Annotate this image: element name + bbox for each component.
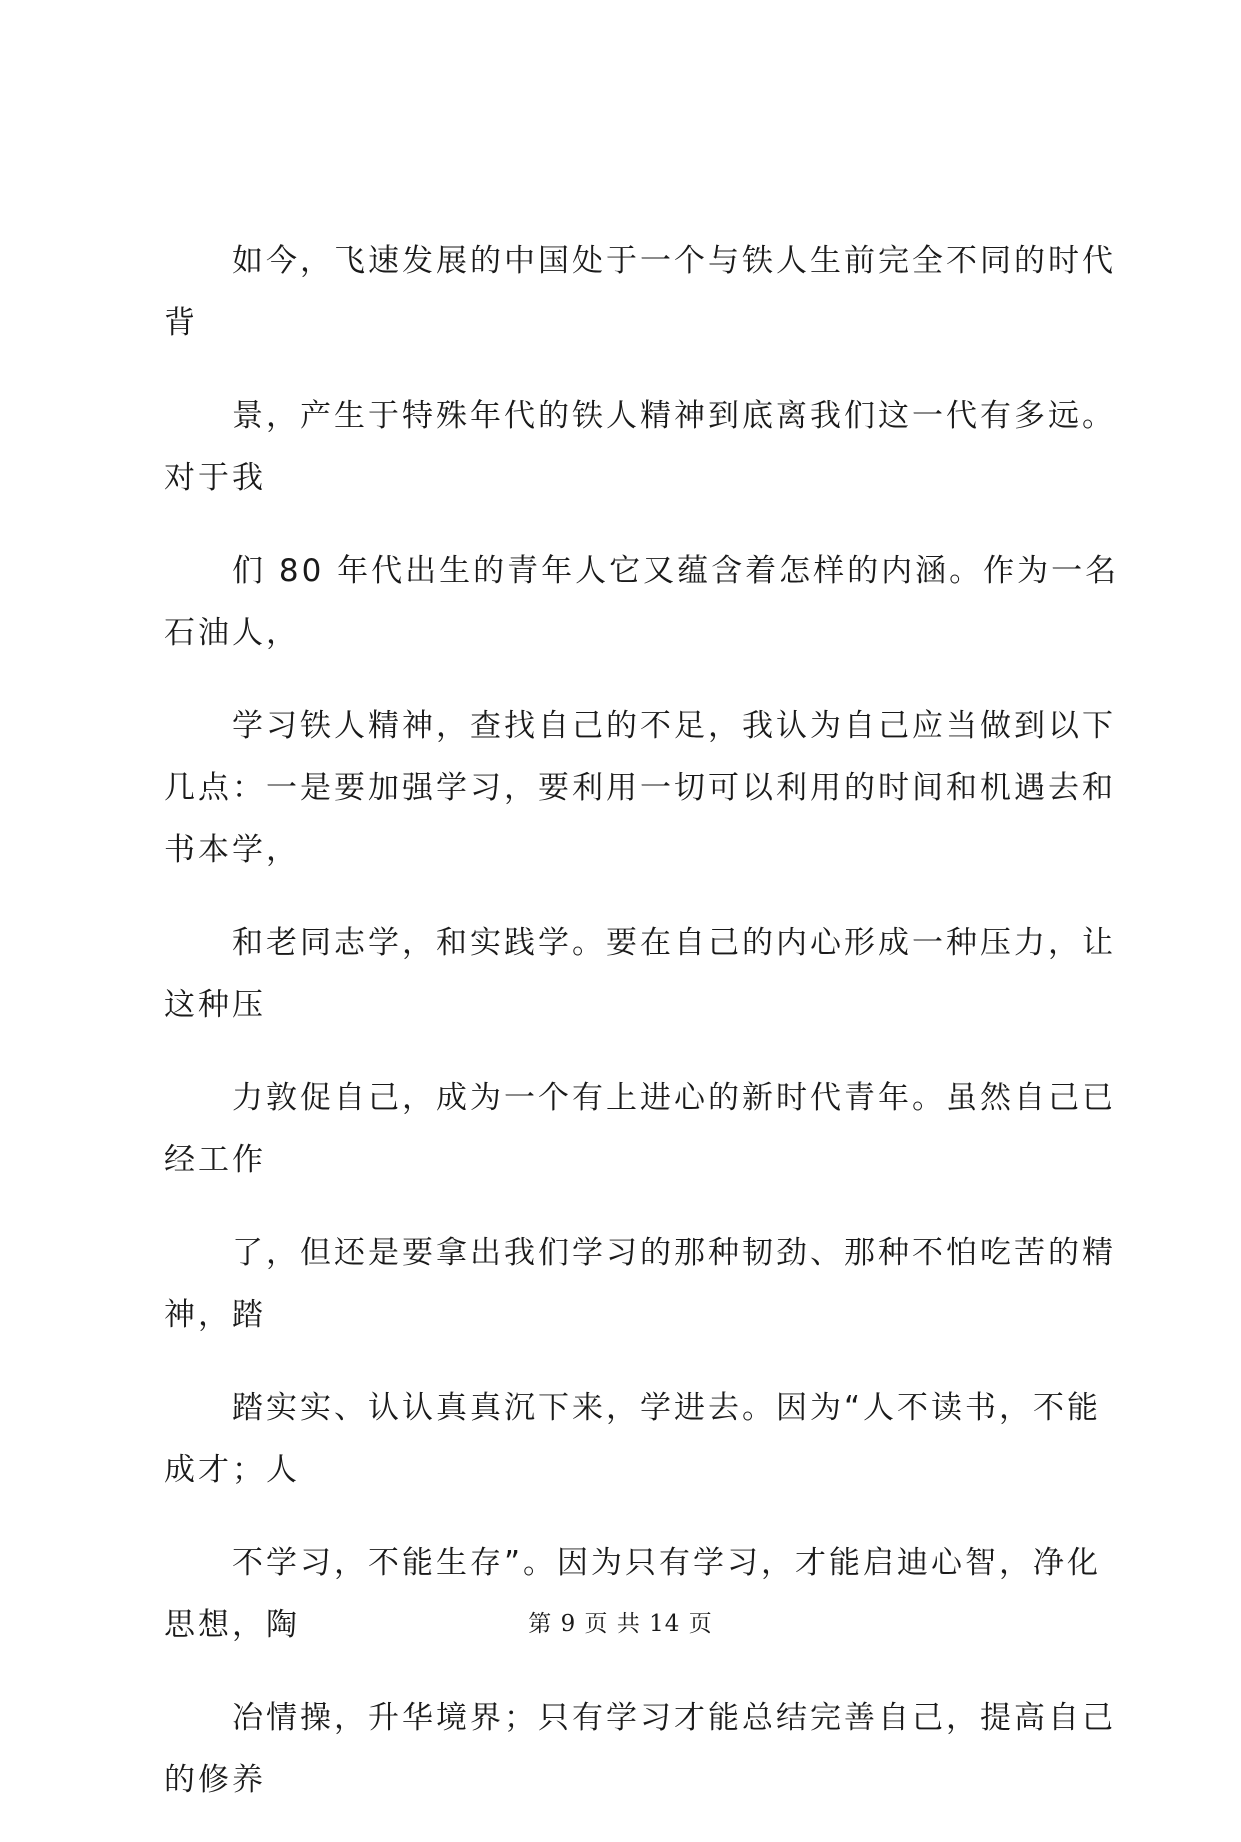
- paragraph: [164, 1067, 1116, 1191]
- paragraph-line: 踏实实、认认真真沉下来，学进去。因为“人不读书，不能: [232, 1390, 1102, 1426]
- paragraph-line: 思想，陶: [164, 1607, 300, 1643]
- paragraph: [164, 912, 1116, 1036]
- paragraph: [164, 1222, 1116, 1346]
- paragraph-line: 不学习，不能生存”。因为只有学习，才能启迪心智，净化: [232, 1545, 1102, 1581]
- paragraph: [164, 230, 1116, 354]
- paragraph-line: 这种压: [164, 987, 266, 1023]
- paragraph-line: 经工作: [164, 1142, 266, 1178]
- paragraph-line: 石油人，: [164, 615, 300, 651]
- paragraph: [164, 695, 1116, 881]
- paragraph-line: 们 80 年代出生的青年人它又蕴含着怎样的内涵。作为一名: [232, 553, 1120, 589]
- paragraph-line: 学习铁人精神，查找自己的不足，我认为自己应当做到以下: [232, 708, 1116, 744]
- page-number-footer: 第 9 页 共 14 页: [528, 1611, 713, 1637]
- paragraph-line: 如今，飞速发展的中国处于一个与铁人生前完全不同的时代: [232, 243, 1116, 279]
- paragraph-line: 的修养: [164, 1762, 266, 1798]
- paragraph: [164, 1377, 1102, 1501]
- paragraph-line: 神，踏: [164, 1297, 266, 1333]
- paragraph-line: 了，但还是要拿出我们学习的那种韧劲、那种不怕吃苦的精: [232, 1235, 1116, 1271]
- paragraph: [164, 540, 1120, 664]
- paragraph-line: 和老同志学，和实践学。要在自己的内心形成一种压力，让: [232, 925, 1116, 961]
- paragraph-line: 书本学，: [164, 832, 300, 868]
- paragraph-line: 几点：一是要加强学习，要利用一切可以利用的时间和机遇去和: [164, 770, 1116, 806]
- paragraph: [164, 1687, 1116, 1811]
- paragraph-line: 成才；人: [164, 1452, 300, 1488]
- paragraph-line: 力敦促自己，成为一个有上进心的新时代青年。虽然自己已: [232, 1080, 1116, 1116]
- paragraph-line: 冶情操，升华境界；只有学习才能总结完善自己，提高自己: [232, 1700, 1116, 1736]
- document-body: [164, 230, 1120, 1842]
- paragraph-line: 景，产生于特殊年代的铁人精神到底离我们这一代有多远。: [232, 398, 1116, 434]
- paragraph-line: 对于我: [164, 460, 266, 496]
- paragraph: [164, 385, 1116, 509]
- paragraph-line: 背: [164, 305, 198, 341]
